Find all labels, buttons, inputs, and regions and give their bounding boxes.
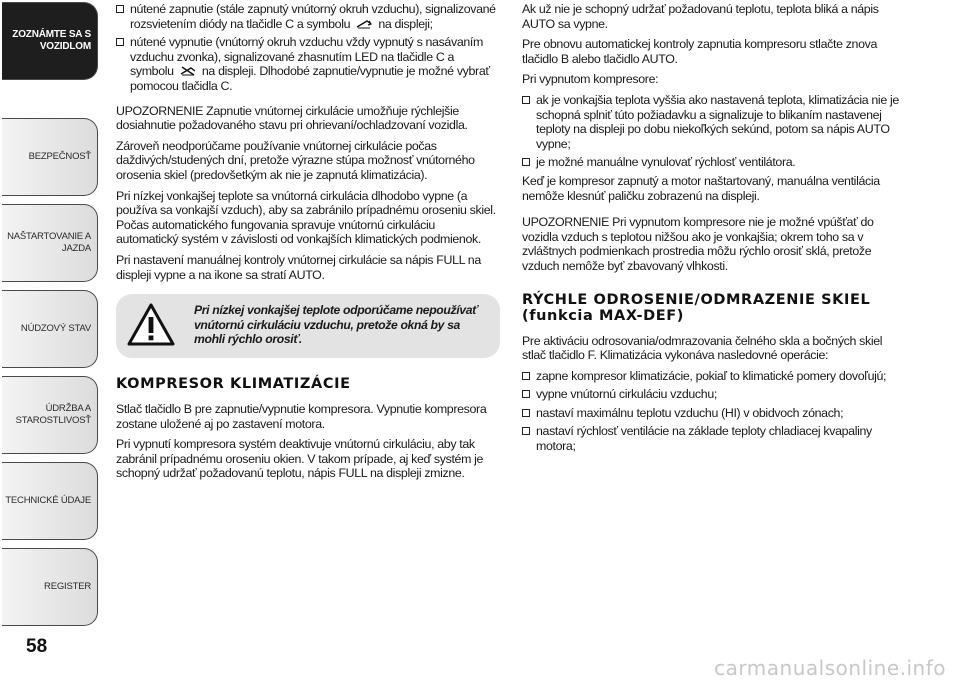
tab-udrzba-a-starostlivost[interactable] <box>2 376 98 454</box>
checkbox-bullet-icon <box>522 158 530 166</box>
warning-box <box>116 294 500 358</box>
tab-nastartovanie-a-jazda[interactable] <box>2 204 98 282</box>
paragraph: Pri nízkej vonkajšej teplote sa vnútorná cirkulácia dlhodobo vypne (a používa sa vonkajší vzduch), aby sa zabránilo prípadnému oroseniu skiel. Počas automatického fungovania spravuje vnútornú cirkuláciu automatický systém v závislosti od vonkajších klimatických podmienok. <box>116 188 496 247</box>
chapter-sidebar <box>0 0 100 686</box>
warning-text: Pri nízkej vonkajšej teplote odporúčame nepoužívať vnútornú cirkuláciu vzduchu, pretože okná by sa mohli rýchlo orosiť. <box>194 303 478 347</box>
paragraph: Zároveň neodporúčame používanie vnútornej cirkulácie počas daždivých/studených dní, pretože výrazne stúpa možnosť vnútorného orosenia skiel (predovšetkým ak nie je zapnutá klimatizácia). <box>116 138 475 182</box>
bullet-text: je možné manuálne vynulovať rýchlosť ventilátora. <box>536 155 796 170</box>
list-item <box>522 369 908 384</box>
checkbox-bullet-icon <box>522 390 530 398</box>
bullet-text: nútené zapnutie (stále zapnutý vnútorný okruh vzduchu), signalizované rozsvietením diódy na tlačidle C a symbolu <box>130 2 496 31</box>
tab-label: BEZPEČNOSŤ <box>28 151 91 162</box>
checkbox-bullet-icon <box>522 372 530 380</box>
tab-label: NÚDZOVÝ STAV <box>20 323 91 334</box>
list-item <box>522 387 908 402</box>
tab-label: ÚDRŽBA A STAROSTLIVOSŤ <box>15 403 91 426</box>
paragraph: Ak už nie je schopný udržať požadovanú teplotu, teplota bliká a nápis AUTO sa vypne. <box>522 2 879 31</box>
recirculation-off-icon <box>179 66 197 76</box>
bullet-text: nastaví rýchlosť ventilácie na základe teploty chladiacej kvapaliny motora; <box>536 424 872 454</box>
warning-triangle-icon <box>126 302 176 348</box>
watermark: carmanualsonline.info <box>714 656 946 680</box>
tab-nudzovy-stav[interactable] <box>2 290 98 368</box>
bullet-text: ak je vonkajšia teplota vyššia ako nastavená teplota, klimatizácia nie je schopná splniť túto požiadavku a signalizuje to blikaním nastavenej teploty na displeji po dobu niekoľkých sekúnd, potom sa nápis AUTO vypne; <box>536 92 899 151</box>
tab-register[interactable] <box>2 548 98 626</box>
bullet-text: nútené vypnutie (vnútorný okruh vzduchu vždy vypnutý s nasávaním vzduchu zvonka), signalizované zhasnutím LED na tlačidle C a symbolu <box>130 35 483 79</box>
bullet-text: na displeji; <box>378 16 433 31</box>
paragraph: Keď je kompresor zapnutý a motor naštartovaný, manuálna ventilácia nemôže klesnúť paličku zobrazenú na displeji. <box>522 173 880 203</box>
left-column <box>116 2 500 487</box>
paragraph: Pri vypnutí kompresora systém deaktivuje vnútornú cirkuláciu, aby tak zabránil prípadnému oroseniu okien. V takom prípade, aj keď systém je schopný udržať požadovanú teplotu, nápis FULL na displeji zmizne. <box>116 437 484 481</box>
bullet-text: na displeji. Dlhodobé zapnutie/vypnutie je možné vybrať pomocou tlačidla C. <box>130 64 490 93</box>
list-item <box>116 2 500 31</box>
bullet-text: nastaví maximálnu teplotu vzduchu (HI) v obidvoch zónach; <box>536 405 844 420</box>
paragraph: Stlač tlačidlo B pre zapnutie/vypnutie kompresora. Vypnutie kompresora zostane uložené aj po zastavení motora. <box>116 402 487 431</box>
paragraph: Pre obnovu automatickej kontroly zapnutia kompresoru stlačte znova tlačidlo B alebo tlačidlo AUTO. <box>522 37 878 66</box>
paragraph: Pre aktiváciu odrosovania/odmrazovania čelného skla a bočných skiel stlač tlačidlo F. Klimatizácia vykonáva nasledovné operácie: <box>522 333 883 363</box>
tab-label: REGISTER <box>44 581 91 592</box>
note-paragraph: UPOZORNENIE Zapnutie vnútornej cirkulácie umožňuje rýchlejšie dosiahnutie požadovaného stavu pri ohrievaní/ochladzovaní vozidla. <box>116 103 468 133</box>
tab-zoznamte-sa-s-vozidlom[interactable] <box>2 2 98 80</box>
note-paragraph: UPOZORNENIE Pri vypnutom kompresore nie je možné vpúšťať do vozidla vzduch s teplotou nižšou ako je vonkajšia; okrem toho sa v zvláštnych podmienkach prostredia môžu rýchlo orosiť sklá, pretože vzduch nemôže byť zbavovaný vlhkosti. <box>522 215 874 273</box>
section-heading: KOMPRESOR KLIMATIZÁCIE <box>116 376 351 393</box>
recirculation-icon <box>355 19 373 29</box>
checkbox-bullet-icon <box>522 96 530 104</box>
section-heading: RÝCHLE ODROSENIE/ODMRAZENIE SKIEL (funkcia MAX-DEF) <box>522 291 871 324</box>
list-item <box>522 424 908 453</box>
list-item <box>116 35 500 93</box>
list-item <box>522 406 908 421</box>
tab-label: TECHNICKÉ ÚDAJE <box>5 495 91 506</box>
checkbox-bullet-icon <box>116 38 124 46</box>
list-item <box>522 93 908 151</box>
list-item <box>522 155 908 170</box>
bullet-text: zapne kompresor klimatizácie, pokiaľ to klimatické pomery dovoľujú; <box>536 368 887 383</box>
tab-label: NAŠTARTOVANIE A JAZDA <box>7 231 91 254</box>
right-column <box>522 2 908 458</box>
checkbox-bullet-icon <box>522 427 530 435</box>
paragraph: Pri vypnutom kompresore: <box>522 72 659 87</box>
checkbox-bullet-icon <box>116 5 124 13</box>
tab-label: ZOZNÁMTE SA S VOZIDLOM <box>12 29 91 52</box>
checkbox-bullet-icon <box>522 409 530 417</box>
bullet-text: vypne vnútornú cirkuláciu vzduchu; <box>536 387 717 402</box>
tab-bezpecnost[interactable] <box>2 118 98 196</box>
tab-technicke-udaje[interactable] <box>2 462 98 540</box>
page-number: 58 <box>26 636 48 657</box>
paragraph: Pri nastavení manuálnej kontroly vnútornej cirkulácie sa nápis FULL na displeji vypne a na ikone sa stratí AUTO. <box>116 252 481 282</box>
